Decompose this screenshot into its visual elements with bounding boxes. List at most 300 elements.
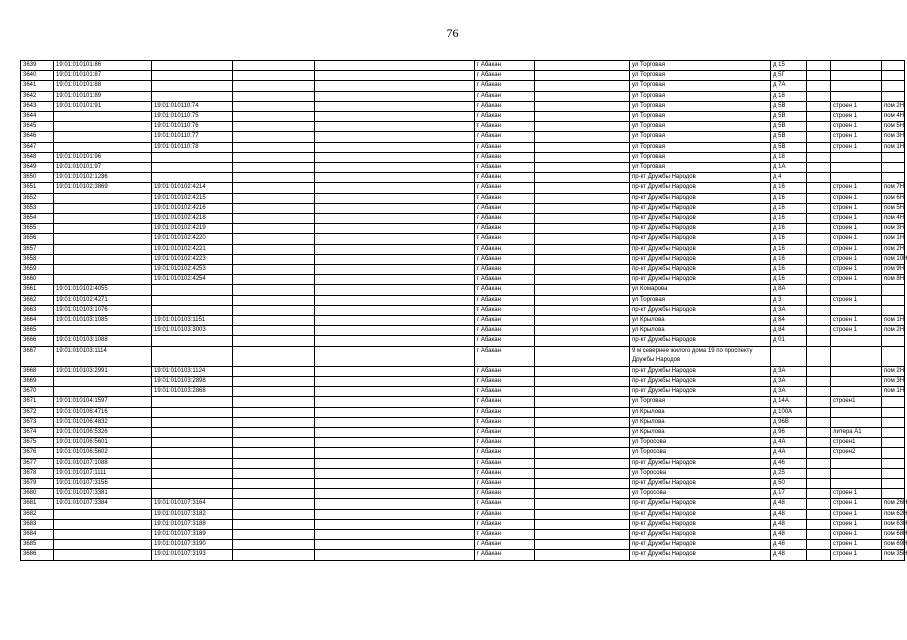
city-cell: г Абакан <box>475 234 535 244</box>
empty-cell-a <box>233 458 315 468</box>
table-row <box>21 71 905 81</box>
empty-cell-d <box>807 407 831 417</box>
cadastral-number-cell: 19:01:010101:97 <box>54 163 152 173</box>
empty-cell-a <box>233 224 315 234</box>
building-cell: строен 1 <box>831 265 882 275</box>
empty-cell-b <box>315 316 475 326</box>
cadastral-number-cell <box>54 224 152 234</box>
empty-cell-a <box>233 366 315 376</box>
house-cell: д 7А <box>771 81 807 91</box>
empty-cell-c <box>535 509 630 519</box>
premises-cell: пом 68Н <box>882 529 905 539</box>
street-cell: пр-кт Дружбы Народов <box>630 458 771 468</box>
empty-cell-a <box>233 193 315 203</box>
empty-cell-b <box>315 417 475 427</box>
empty-cell-a <box>233 214 315 224</box>
empty-cell-a <box>233 112 315 122</box>
empty-cell-a <box>233 326 315 336</box>
premises-cell: пом 5Н <box>882 203 905 213</box>
table-row <box>21 346 905 366</box>
empty-cell-a <box>233 336 315 346</box>
empty-cell-a <box>233 173 315 183</box>
empty-cell-b <box>315 152 475 162</box>
cadastral-number-cell: 19:01:010101:91 <box>54 101 152 111</box>
building-cell: строен 1 <box>831 489 882 499</box>
empty-cell-b <box>315 387 475 397</box>
house-cell: д 5В <box>771 101 807 111</box>
street-cell: пр-кт Дружбы Народов <box>630 234 771 244</box>
sub-cadastral-number-cell: 19:01:010110:74 <box>152 101 233 111</box>
building-cell: строен 1 <box>831 254 882 264</box>
empty-cell-a <box>233 397 315 407</box>
house-cell: д 5В <box>771 132 807 142</box>
table-row <box>21 163 905 173</box>
premises-cell: пом 3Н <box>882 376 905 386</box>
building-cell: строен 1 <box>831 244 882 254</box>
empty-cell-c <box>535 112 630 122</box>
registry-body <box>21 61 905 561</box>
empty-cell-b <box>315 112 475 122</box>
empty-cell-d <box>807 142 831 152</box>
row-number-cell: 3649 <box>21 163 54 173</box>
row-number-cell: 3677 <box>21 458 54 468</box>
cadastral-number-cell: 19:01:010106:5601 <box>54 438 152 448</box>
empty-cell-a <box>233 407 315 417</box>
table-row <box>21 234 905 244</box>
empty-cell-b <box>315 183 475 193</box>
sub-cadastral-number-cell: 19:01:010102:4221 <box>152 244 233 254</box>
row-number-cell: 3642 <box>21 91 54 101</box>
table-row <box>21 244 905 254</box>
empty-cell-c <box>535 478 630 488</box>
empty-cell-a <box>233 489 315 499</box>
row-number-cell: 3647 <box>21 142 54 152</box>
empty-cell-c <box>535 224 630 234</box>
cadastral-number-cell: 19:01:010102:4055 <box>54 285 152 295</box>
empty-cell-c <box>535 529 630 539</box>
street-cell: пр-кт Дружбы Народов <box>630 183 771 193</box>
street-cell: ул Торговая <box>630 295 771 305</box>
house-cell: д 16 <box>771 275 807 285</box>
city-cell: г Абакан <box>475 550 535 560</box>
empty-cell-c <box>535 234 630 244</box>
empty-cell-c <box>535 519 630 529</box>
empty-cell-c <box>535 366 630 376</box>
sub-cadastral-number-cell <box>152 427 233 437</box>
building-cell: строен 1 <box>831 203 882 213</box>
cadastral-number-cell: 19:01:010102:1236 <box>54 173 152 183</box>
sub-cadastral-number-cell: 19:01:010107:3164 <box>152 499 233 509</box>
house-cell: д 48 <box>771 540 807 550</box>
street-cell: пр-кт Дружбы Народов <box>630 244 771 254</box>
house-cell: д 16 <box>771 214 807 224</box>
premises-cell: пом 3Н <box>882 224 905 234</box>
cadastral-number-cell: 19:01:010107:3384 <box>54 499 152 509</box>
street-cell: пр-кт Дружбы Народов <box>630 193 771 203</box>
street-cell: ул Комарова <box>630 285 771 295</box>
empty-cell-d <box>807 203 831 213</box>
house-cell: д 84 <box>771 316 807 326</box>
empty-cell-d <box>807 540 831 550</box>
premises-cell <box>882 61 905 71</box>
street-cell: ул Торговая <box>630 91 771 101</box>
table-row <box>21 132 905 142</box>
row-number-cell: 3680 <box>21 489 54 499</box>
empty-cell-d <box>807 336 831 346</box>
house-cell: д 46 <box>771 458 807 468</box>
street-cell: ул Крылова <box>630 316 771 326</box>
cadastral-number-cell <box>54 132 152 142</box>
house-cell: д 48 <box>771 509 807 519</box>
premises-cell: пом 62Н <box>882 509 905 519</box>
empty-cell-c <box>535 468 630 478</box>
row-number-cell: 3672 <box>21 407 54 417</box>
empty-cell-b <box>315 540 475 550</box>
premises-cell: пом 1Н <box>882 142 905 152</box>
row-number-cell: 3652 <box>21 193 54 203</box>
street-cell: пр-кт Дружбы Народов <box>630 254 771 264</box>
row-number-cell: 3655 <box>21 224 54 234</box>
street-cell: пр-кт Дружбы Народов <box>630 529 771 539</box>
empty-cell-c <box>535 499 630 509</box>
sub-cadastral-number-cell <box>152 489 233 499</box>
empty-cell-d <box>807 550 831 560</box>
house-cell: д 96В <box>771 417 807 427</box>
empty-cell-c <box>535 173 630 183</box>
empty-cell-b <box>315 173 475 183</box>
table-row <box>21 550 905 560</box>
premises-cell <box>882 91 905 101</box>
row-number-cell: 3654 <box>21 214 54 224</box>
empty-cell-d <box>807 91 831 101</box>
cadastral-number-cell <box>54 376 152 386</box>
sub-cadastral-number-cell: 19:01:010102:4253 <box>152 265 233 275</box>
empty-cell-c <box>535 540 630 550</box>
empty-cell-d <box>807 366 831 376</box>
sub-cadastral-number-cell: 19:01:010107:3190 <box>152 540 233 550</box>
building-cell: строен 1 <box>831 132 882 142</box>
street-cell: ул Торосова <box>630 448 771 458</box>
sub-cadastral-number-cell: 19:01:010110:77 <box>152 132 233 142</box>
empty-cell-d <box>807 376 831 386</box>
sub-cadastral-number-cell <box>152 336 233 346</box>
empty-cell-c <box>535 550 630 560</box>
building-cell: строен 1 <box>831 529 882 539</box>
house-cell: д 16 <box>771 183 807 193</box>
building-cell: строен 1 <box>831 295 882 305</box>
house-cell: д 5В <box>771 122 807 132</box>
row-number-cell: 3650 <box>21 173 54 183</box>
premises-cell: пом 2Н <box>882 244 905 254</box>
empty-cell-b <box>315 529 475 539</box>
empty-cell-b <box>315 326 475 336</box>
empty-cell-c <box>535 265 630 275</box>
house-cell: д 16 <box>771 193 807 203</box>
house-cell: д 3А <box>771 387 807 397</box>
empty-cell-b <box>315 61 475 71</box>
empty-cell-c <box>535 336 630 346</box>
row-number-cell: 3664 <box>21 316 54 326</box>
house-cell: д 16 <box>771 244 807 254</box>
empty-cell-a <box>233 101 315 111</box>
cadastral-number-cell: 19:01:010101:88 <box>54 81 152 91</box>
house-cell: д 16 <box>771 224 807 234</box>
empty-cell-d <box>807 163 831 173</box>
empty-cell-d <box>807 173 831 183</box>
building-cell: строен 1 <box>831 112 882 122</box>
empty-cell-c <box>535 203 630 213</box>
row-number-cell: 3640 <box>21 71 54 81</box>
table-row <box>21 214 905 224</box>
house-cell: д 25 <box>771 468 807 478</box>
table-row <box>21 316 905 326</box>
empty-cell-b <box>315 509 475 519</box>
house-cell: д 48 <box>771 550 807 560</box>
premises-cell <box>882 336 905 346</box>
city-cell: г Абакан <box>475 275 535 285</box>
empty-cell-c <box>535 448 630 458</box>
table-row <box>21 427 905 437</box>
empty-cell-c <box>535 142 630 152</box>
empty-cell-a <box>233 91 315 101</box>
sub-cadastral-number-cell: 19:01:010102:4223 <box>152 254 233 264</box>
city-cell: г Абакан <box>475 122 535 132</box>
city-cell: г Абакан <box>475 203 535 213</box>
street-cell: пр-кт Дружбы Народов <box>630 203 771 213</box>
table-row <box>21 519 905 529</box>
empty-cell-a <box>233 142 315 152</box>
table-row <box>21 203 905 213</box>
empty-cell-b <box>315 295 475 305</box>
street-cell: пр-кт Дружбы Народов <box>630 305 771 315</box>
empty-cell-d <box>807 285 831 295</box>
house-cell: д 4А <box>771 438 807 448</box>
table-row <box>21 173 905 183</box>
street-cell: ул Торговая <box>630 122 771 132</box>
page-number: 76 <box>446 26 459 40</box>
cadastral-number-cell: 19:01:010101:96 <box>54 152 152 162</box>
table-row <box>21 499 905 509</box>
sub-cadastral-number-cell <box>152 468 233 478</box>
city-cell: г Абакан <box>475 499 535 509</box>
city-cell: г Абакан <box>475 316 535 326</box>
table-row <box>21 540 905 550</box>
empty-cell-c <box>535 275 630 285</box>
row-number-cell: 3646 <box>21 132 54 142</box>
street-cell: пр-кт Дружбы Народов <box>630 540 771 550</box>
row-number-cell: 3658 <box>21 254 54 264</box>
house-cell: д 48 <box>771 519 807 529</box>
cadastral-number-cell: 19:01:010103:2991 <box>54 366 152 376</box>
cadastral-number-cell: 19:01:010102:3869 <box>54 183 152 193</box>
empty-cell-c <box>535 326 630 336</box>
empty-cell-b <box>315 305 475 315</box>
street-cell: пр-кт Дружбы Народов <box>630 366 771 376</box>
sub-cadastral-number-cell <box>152 81 233 91</box>
table-row <box>21 285 905 295</box>
street-cell: ул Торговая <box>630 152 771 162</box>
building-cell: строен 1 <box>831 193 882 203</box>
row-number-cell: 3651 <box>21 183 54 193</box>
premises-cell <box>882 397 905 407</box>
empty-cell-c <box>535 254 630 264</box>
empty-cell-b <box>315 489 475 499</box>
empty-cell-a <box>233 163 315 173</box>
premises-cell: пом 69Н <box>882 540 905 550</box>
premises-cell <box>882 407 905 417</box>
house-cell: д 4А <box>771 448 807 458</box>
row-number-cell: 3678 <box>21 468 54 478</box>
house-cell <box>771 346 807 366</box>
sub-cadastral-number-cell: 19:01:010102:4215 <box>152 193 233 203</box>
empty-cell-d <box>807 478 831 488</box>
empty-cell-a <box>233 387 315 397</box>
table-row <box>21 438 905 448</box>
table-row <box>21 305 905 315</box>
empty-cell-d <box>807 224 831 234</box>
street-cell: ул Торосова <box>630 438 771 448</box>
empty-cell-b <box>315 448 475 458</box>
building-cell <box>831 91 882 101</box>
empty-cell-d <box>807 132 831 142</box>
cadastral-number-cell: 19:01:010107:1088 <box>54 458 152 468</box>
empty-cell-c <box>535 489 630 499</box>
premises-cell: пом 35Н <box>882 550 905 560</box>
empty-cell-d <box>807 193 831 203</box>
row-number-cell: 3682 <box>21 509 54 519</box>
city-cell: г Абакан <box>475 71 535 81</box>
sub-cadastral-number-cell <box>152 397 233 407</box>
empty-cell-d <box>807 499 831 509</box>
empty-cell-b <box>315 346 475 366</box>
building-cell <box>831 81 882 91</box>
row-number-cell: 3653 <box>21 203 54 213</box>
house-cell: д 17 <box>771 489 807 499</box>
row-number-cell: 3645 <box>21 122 54 132</box>
cadastral-number-cell: 19:01:010106:5602 <box>54 448 152 458</box>
cadastral-number-cell <box>54 540 152 550</box>
empty-cell-d <box>807 295 831 305</box>
table-row <box>21 254 905 264</box>
sub-cadastral-number-cell: 19:01:010103:1151 <box>152 316 233 326</box>
empty-cell-d <box>807 265 831 275</box>
row-number-cell: 3661 <box>21 285 54 295</box>
empty-cell-b <box>315 458 475 468</box>
row-number-cell: 3679 <box>21 478 54 488</box>
street-cell: ул Крылова <box>630 427 771 437</box>
empty-cell-d <box>807 71 831 81</box>
house-cell: д 16 <box>771 265 807 275</box>
empty-cell-d <box>807 275 831 285</box>
empty-cell-c <box>535 285 630 295</box>
empty-cell-b <box>315 234 475 244</box>
empty-cell-b <box>315 407 475 417</box>
empty-cell-a <box>233 234 315 244</box>
table-row <box>21 509 905 519</box>
row-number-cell: 3681 <box>21 499 54 509</box>
cadastral-number-cell <box>54 122 152 132</box>
cadastral-number-cell: 19:01:010106:4716 <box>54 407 152 417</box>
empty-cell-d <box>807 438 831 448</box>
street-cell: ул Торговая <box>630 132 771 142</box>
building-cell <box>831 71 882 81</box>
empty-cell-a <box>233 132 315 142</box>
building-cell: строен 1 <box>831 142 882 152</box>
row-number-cell: 3665 <box>21 326 54 336</box>
empty-cell-b <box>315 478 475 488</box>
sub-cadastral-number-cell: 19:01:010110:78 <box>152 142 233 152</box>
table-row <box>21 91 905 101</box>
row-number-cell: 3662 <box>21 295 54 305</box>
empty-cell-d <box>807 489 831 499</box>
city-cell: г Абакан <box>475 183 535 193</box>
city-cell: г Абакан <box>475 397 535 407</box>
empty-cell-a <box>233 71 315 81</box>
street-cell: пр-кт Дружбы Народов <box>630 550 771 560</box>
premises-cell: пом 3Н <box>882 132 905 142</box>
city-cell: г Абакан <box>475 458 535 468</box>
empty-cell-a <box>233 499 315 509</box>
row-number-cell: 3668 <box>21 366 54 376</box>
empty-cell-a <box>233 81 315 91</box>
sub-cadastral-number-cell <box>152 173 233 183</box>
street-cell: ул Торговая <box>630 101 771 111</box>
building-cell <box>831 407 882 417</box>
street-cell: ул Торговая <box>630 142 771 152</box>
empty-cell-d <box>807 397 831 407</box>
cadastral-number-cell <box>54 509 152 519</box>
empty-cell-c <box>535 417 630 427</box>
row-number-cell: 3641 <box>21 81 54 91</box>
city-cell: г Абакан <box>475 336 535 346</box>
table-row <box>21 397 905 407</box>
row-number-cell: 3676 <box>21 448 54 458</box>
empty-cell-a <box>233 550 315 560</box>
city-cell: г Абакан <box>475 427 535 437</box>
row-number-cell: 3644 <box>21 112 54 122</box>
street-cell: пр-кт Дружбы Народов <box>630 509 771 519</box>
empty-cell-a <box>233 203 315 213</box>
building-cell <box>831 366 882 376</box>
building-cell <box>831 285 882 295</box>
empty-cell-a <box>233 61 315 71</box>
city-cell: г Абакан <box>475 519 535 529</box>
empty-cell-b <box>315 265 475 275</box>
table-row <box>21 193 905 203</box>
building-cell <box>831 376 882 386</box>
house-cell: д 18 <box>771 91 807 101</box>
cadastral-number-cell: 19:01:010104:1597 <box>54 397 152 407</box>
empty-cell-d <box>807 152 831 162</box>
table-row <box>21 265 905 275</box>
empty-cell-b <box>315 224 475 234</box>
cadastral-number-cell <box>54 326 152 336</box>
empty-cell-b <box>315 203 475 213</box>
premises-cell: пом 8Н <box>882 275 905 285</box>
premises-cell: пом 10Н <box>882 254 905 264</box>
house-cell: д 5Г <box>771 71 807 81</box>
empty-cell-c <box>535 397 630 407</box>
empty-cell-b <box>315 366 475 376</box>
premises-cell: пом 6Н <box>882 193 905 203</box>
premises-cell: пом 2Н <box>882 366 905 376</box>
table-row <box>21 295 905 305</box>
empty-cell-d <box>807 417 831 427</box>
building-cell: литера А1 <box>831 427 882 437</box>
street-cell: ул Крылова <box>630 326 771 336</box>
empty-cell-b <box>315 275 475 285</box>
premises-cell: пом 1Н <box>882 316 905 326</box>
